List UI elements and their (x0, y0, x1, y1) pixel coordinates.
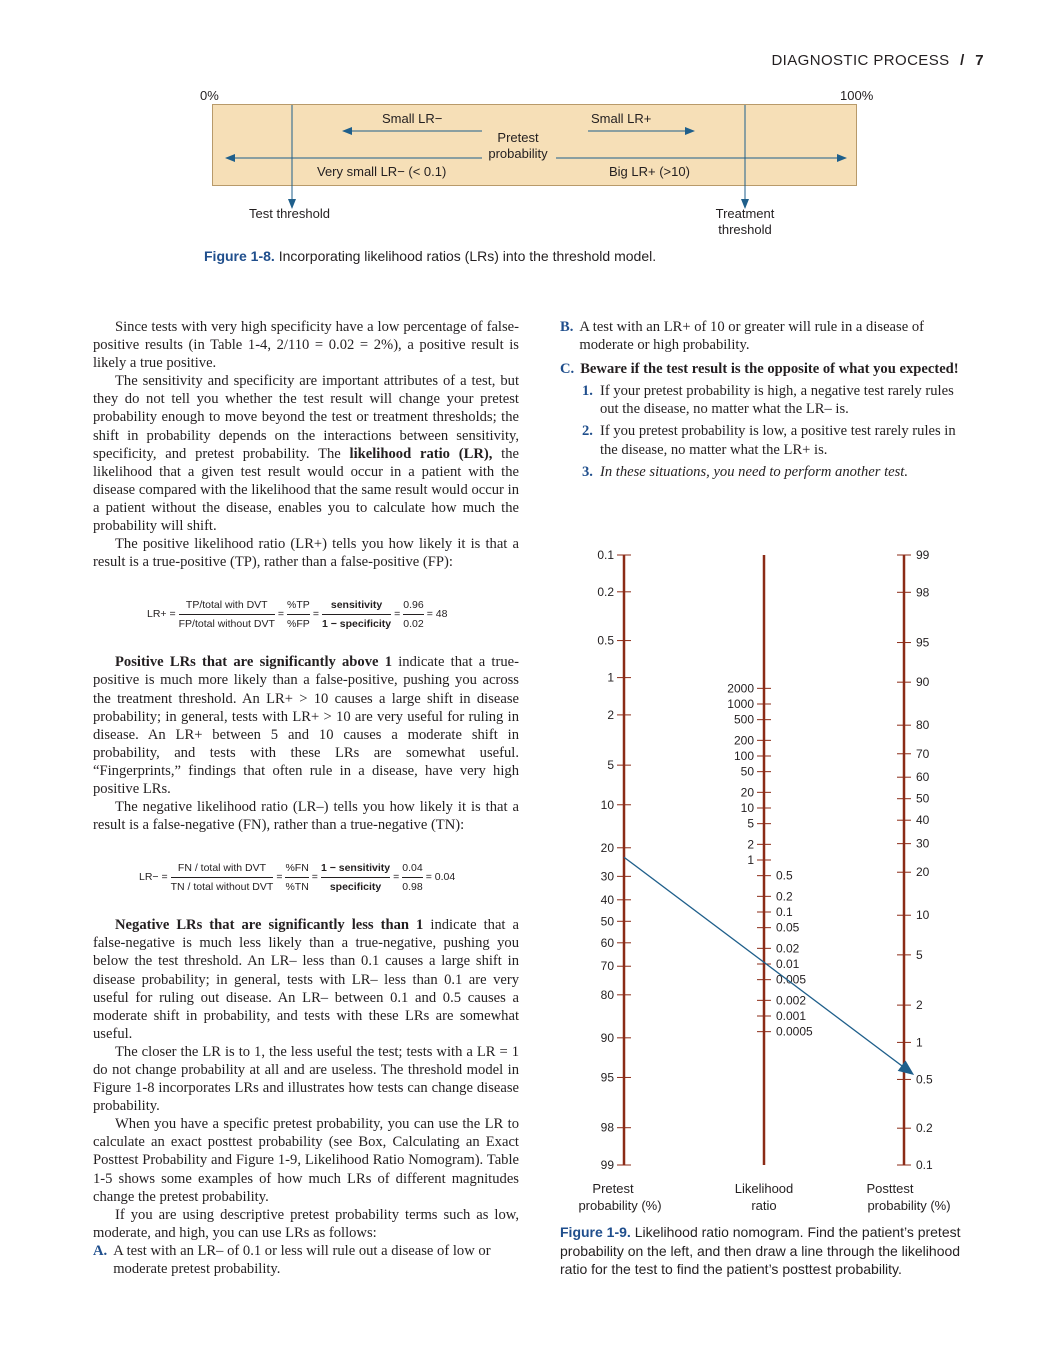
page-number: 7 (975, 52, 984, 69)
lr-tick-label: 2 (747, 837, 754, 852)
small-lr-pos-label: Small LR+ (591, 111, 652, 126)
header-separator: / (960, 52, 965, 69)
pretest-tick-label: 0.5 (597, 633, 614, 648)
posttest-tick-label: 50 (916, 791, 930, 806)
pretest-tick-label: 30 (600, 869, 614, 884)
example-line (624, 857, 912, 1073)
lr-tick-label: 0.5 (776, 868, 793, 883)
list-item-c: C. Beware if the test result is the opposite of what you expected! (560, 361, 959, 378)
posttest-tick-label: 0.2 (916, 1121, 933, 1136)
pretest-tick-label: 98 (600, 1120, 614, 1135)
paragraph: If you are using descriptive pretest probability terms such as low, moderate, and high, you can use LRs as follows: (93, 1206, 519, 1241)
lr-positive-equation: LR+ = TP/total with DVT FP/total without DVT = $\frac{\%TP}{\%FP}$ = sensitivity 1 − specificity = $\frac{0.96}{0.02}$ = 48 (93, 589, 519, 639)
pretest-tick-label: 60 (600, 935, 614, 950)
lr-tick-label: 0.0005 (776, 1024, 813, 1039)
lr-axis-label-1: Likelihood (734, 1181, 794, 1196)
pretest-axis-label-2: probability (%) (578, 1198, 662, 1213)
lr-tick-label: 0.001 (776, 1009, 807, 1023)
posttest-axis-label-2: probability (%) (867, 1198, 951, 1213)
lr-tick-label: 0.002 (776, 993, 807, 1008)
posttest-tick-label: 0.5 (916, 1072, 933, 1087)
posttest-tick-label: 10 (916, 908, 930, 923)
pretest-tick-label: 1 (607, 670, 614, 685)
lr-tick-label: 500 (733, 712, 754, 727)
list-item-b: B. A test with an LR+ of 10 or greater will rule in a disease of moderate or high probability. (560, 319, 924, 354)
caption-text: Incorporating likelihood ratios (LRs) into the threshold model. (278, 248, 657, 264)
pretest-tick-label: 40 (600, 892, 614, 907)
small-lr-neg-label: Small LR− (382, 111, 443, 126)
lr-tick-label: 0.02 (776, 941, 800, 956)
pretest-line-1: Pretest (497, 130, 539, 145)
lr-tick-label: 2000 (727, 681, 754, 696)
lr-negative-equation: LR− = FN / total with DVT TN / total without DVT = $\frac{\%FN}{\%TN}$ = 1 − sensitivity specificity = $\frac{0.04}{0.98}$ = 0.04 (93, 852, 519, 902)
pretest-tick-label: 90 (600, 1030, 614, 1045)
posttest-tick-label: 60 (916, 770, 930, 785)
lr-tick-label: 0.2 (776, 889, 793, 904)
lr-tick-label: 1 (747, 853, 754, 867)
treatment-threshold-label (700, 206, 790, 238)
paragraph: Positive LRs that are significantly above 1 indicate that a true-positive is much more likely than a false-positive, pushing you across the treatment threshold. An LR+ > 10 causes a large shift in disease probability; in general, tests with LR+ > 10 are very useful for ruling in disease. An LR+ between 5 and 10 causes a moderate shift in probability, and tests with these LRs are somewhat useful. “Fingerprints,” findings that often rule in a disease, have very high positive LRs. (93, 654, 519, 797)
lr-tick-label: 200 (733, 733, 754, 748)
posttest-tick-label: 5 (916, 947, 923, 962)
posttest-tick-label: 0.1 (916, 1158, 933, 1172)
pretest-tick-label: 0.2 (597, 584, 614, 599)
posttest-tick-label: 70 (916, 746, 930, 761)
pretest-axis-label-1: Pretest (592, 1181, 634, 1196)
pretest-tick-label: 95 (600, 1070, 614, 1085)
treatment-line-1: Treatment (715, 206, 775, 221)
test-threshold-label: Test threshold (249, 206, 330, 221)
running-header (771, 52, 984, 69)
paragraph: The closer the LR is to 1, the less useful the test; tests with a LR = 1 do not change probability at all and are useless. The threshold model in Figure 1-8 incorporates LRs and illustrates how tests can change disease probability. (93, 1043, 519, 1115)
figure-1-9-caption (560, 1223, 980, 1279)
posttest-tick-label: 1 (916, 1035, 923, 1050)
sub-item-1: 1. If your pretest probability is high, a negative test rarely rules out the disease, no matter what the LR– is. (582, 383, 954, 418)
posttest-tick-label: 40 (916, 813, 930, 828)
pretest-tick-label: 80 (600, 987, 614, 1002)
pretest-tick-label: 0.1 (597, 548, 614, 562)
posttest-tick-label: 95 (916, 635, 930, 650)
sub-item-2: 2. If you pretest probability is low, a positive test rarely rules in the disease, no matter what the LR+ is. (582, 423, 956, 458)
paragraph: When you have a specific pretest probability, you can use the LR to calculate an exact posttest probability (see Box, Calculating an Exact Posttest Probability and Figure 1-9, Likelihood Ratio Nomogram). Table 1-5 shows some examples of how much LRs of different magnitudes change the pretest probability. (93, 1116, 519, 1205)
pretest-line-2: probability (488, 146, 548, 161)
right-column (560, 318, 970, 481)
lr-tick-label: 0.005 (776, 972, 807, 987)
lr-tick-label: 50 (740, 764, 754, 779)
fig8-right-percent: 100% (840, 88, 874, 103)
figure-1-8-caption (204, 248, 656, 264)
likelihood-ratio-nomogram (560, 540, 1000, 1220)
sub-item-3: 3. In these situations, you need to perform another test. (582, 463, 909, 480)
big-lr-pos-label: Big LR+ (>10) (609, 164, 690, 179)
paragraph: The sensitivity and specificity are important attributes of a test, but they do not tell you whether the test result will change your pretest probability enough to move beyond the test or treatment thresholds; the shift in probability depends on the interactions between sensitivity, specificity, and pretest probability. The likelihood ratio (LR), the likelihood that a given test result would occur in a patient with the disease compared with the likelihood that the same result would occur in a patient without the disease, enables you to calculate how much the probability will shift. (93, 373, 520, 535)
treatment-line-2: threshold (718, 222, 772, 237)
very-small-lr-neg-label: Very small LR− (< 0.1) (317, 164, 447, 179)
lr-tick-label: 20 (740, 785, 754, 800)
caption-text: Likelihood ratio nomogram. Find the patient’s pretest probability on the left, and then draw a line through the likelihood ratio for the test to find the patient’s posttest probability. (560, 1224, 961, 1277)
paragraph: Negative LRs that are significantly less than 1 indicate that a false-negative is much less likely than a true-negative, pushing you below the test threshold. An LR– less than 0.1 causes a large shift in disease probability; in general, tests with LR– less than 0.1 are very useful for ruling out disease. An LR– between 0.1 and 0.5 causes a moderate shift in probability, and tests with these LRs are somewhat useful. (93, 917, 519, 1042)
posttest-tick-label: 20 (916, 865, 930, 880)
caption-label: Figure 1-8. (204, 248, 275, 264)
lr-tick-label: 1000 (727, 697, 754, 711)
lr-axis-label-2: ratio (751, 1198, 777, 1213)
lr-tick-label: 10 (740, 801, 754, 815)
lr-tick-label: 100 (733, 749, 754, 763)
posttest-tick-label: 2 (916, 998, 923, 1013)
paragraph: Since tests with very high specificity have a low percentage of false-positive results (in Table 1-4, 2/110 = 0.02 = 2%), a positive result is likely a true positive. (93, 319, 519, 372)
posttest-tick-label: 30 (916, 836, 930, 851)
posttest-tick-label: 98 (916, 585, 930, 600)
lr-tick-label: 0.01 (776, 957, 800, 971)
lr-tick-label: 5 (747, 816, 754, 831)
left-column (93, 318, 519, 1278)
pretest-tick-label: 99 (600, 1158, 614, 1172)
pretest-tick-label: 5 (607, 758, 614, 773)
section-title: DIAGNOSTIC PROCESS (771, 52, 950, 69)
posttest-axis-label-1: Posttest (866, 1181, 914, 1196)
pretest-tick-label: 2 (607, 707, 614, 722)
caption-label: Figure 1-9. (560, 1224, 631, 1240)
pretest-tick-label: 50 (600, 914, 614, 929)
paragraph: The positive likelihood ratio (LR+) tells you how likely it is that a result is a true-positive (TP), rather than a false-positive (FP): (93, 536, 519, 571)
fig8-left-percent: 0% (200, 88, 219, 103)
pretest-tick-label: 10 (600, 797, 614, 812)
pretest-tick-label: 70 (600, 959, 614, 974)
list-item-a: A. A test with an LR– of 0.1 or less will rule out a disease of low or moderate pretest probability. (93, 1242, 491, 1278)
posttest-tick-label: 80 (916, 718, 930, 733)
lr-tick-label: 0.1 (776, 905, 793, 919)
posttest-tick-label: 99 (916, 548, 930, 562)
lr-tick-label: 0.05 (776, 920, 800, 935)
pretest-tick-label: 20 (600, 840, 614, 855)
paragraph: The negative likelihood ratio (LR–) tells you how likely it is that a result is a false-negative (FN), rather than a true-negative (TN): (93, 799, 519, 834)
posttest-tick-label: 90 (916, 675, 930, 690)
pretest-probability-label (478, 130, 558, 162)
